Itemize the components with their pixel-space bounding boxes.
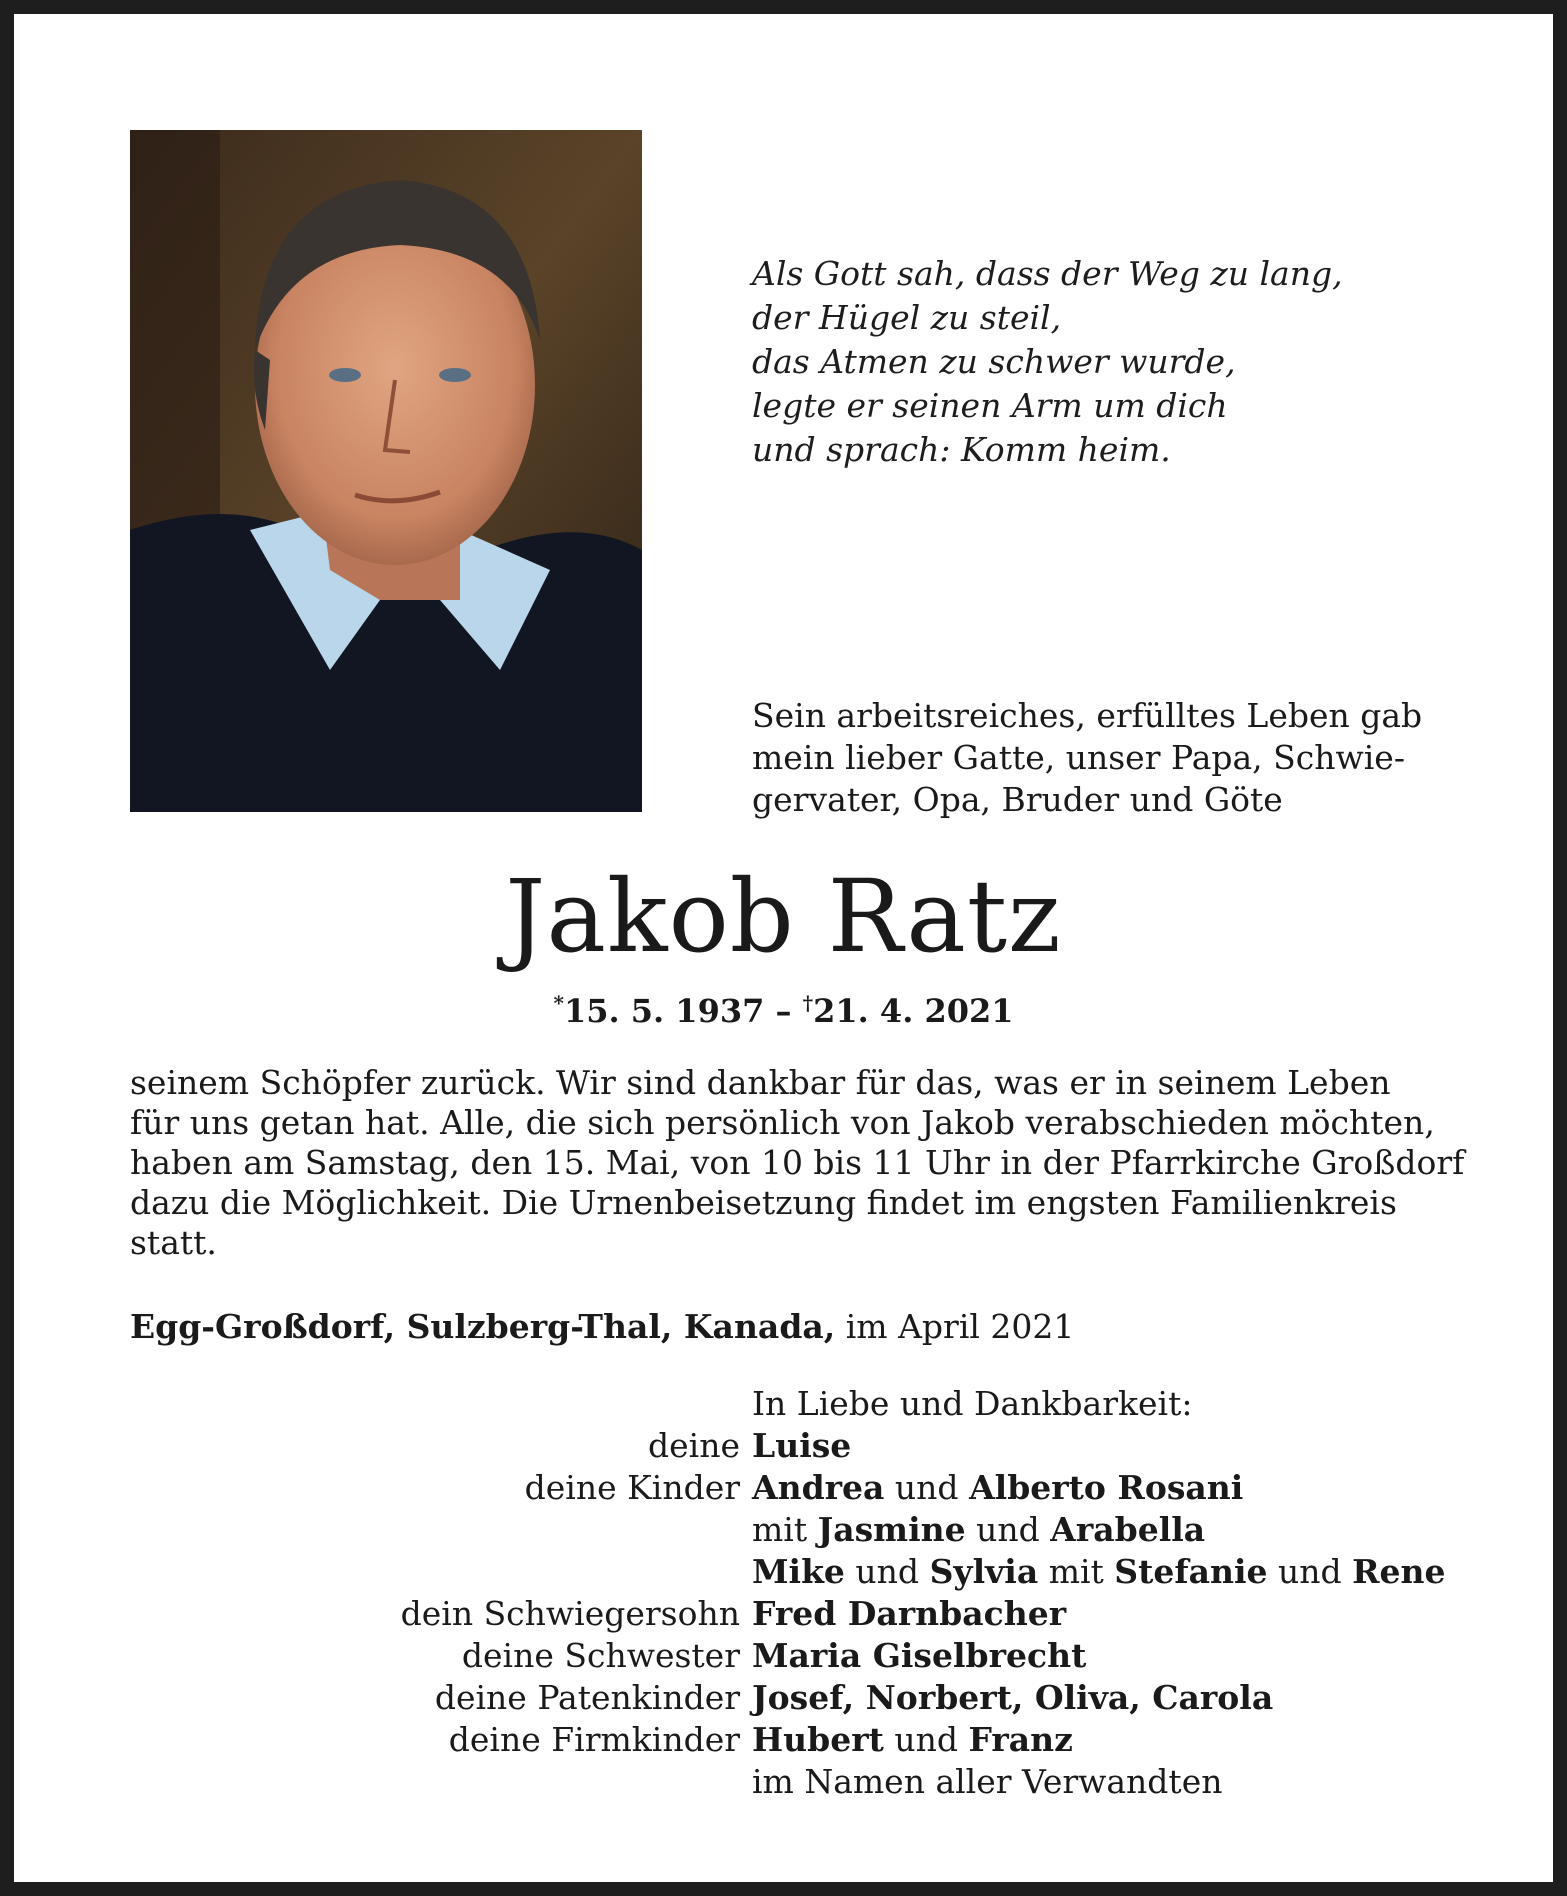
poem-line: legte er seinen Arm um dich bbox=[752, 386, 1228, 425]
mourner-label: deine Schwester bbox=[461, 1636, 740, 1675]
mourner-connector: und bbox=[844, 1552, 930, 1591]
mourner-row bbox=[130, 1593, 1470, 1635]
place-locations: Egg-Großdorf, Sulzberg-Thal, Kanada, bbox=[130, 1307, 836, 1346]
mourner-name: Stefanie bbox=[1114, 1552, 1268, 1591]
mourner-name: Andrea bbox=[752, 1468, 885, 1507]
mourner-label bbox=[130, 1761, 752, 1803]
place-date: im April 2021 bbox=[835, 1307, 1075, 1346]
intro-text bbox=[752, 695, 1472, 821]
mourner-name: Fred Darnbacher bbox=[752, 1594, 1067, 1633]
mourner-names bbox=[752, 1551, 1446, 1593]
mourner-names bbox=[752, 1509, 1205, 1551]
mourner-row bbox=[130, 1425, 1470, 1467]
mourner-connector: und bbox=[884, 1468, 970, 1507]
mourner-name: Josef, Norbert, Oliva, Carola bbox=[752, 1678, 1274, 1717]
deceased-name: Jakob Ratz bbox=[505, 858, 1062, 975]
mourner-name: Mike bbox=[752, 1552, 845, 1591]
death-symbol: † bbox=[802, 991, 814, 1015]
mourner-names bbox=[752, 1467, 1243, 1509]
mourner-row bbox=[130, 1635, 1470, 1677]
body-line: dazu die Möglichkeit. Die Urnenbeisetzung findet im engsten Familienkreis bbox=[130, 1183, 1397, 1222]
poem-line: der Hügel zu steil, bbox=[752, 298, 1062, 337]
mourner-name: Rene bbox=[1352, 1552, 1446, 1591]
mourner-connector: und bbox=[1267, 1552, 1353, 1591]
portrait-image bbox=[130, 130, 642, 812]
mourner-label: deine Firmkinder bbox=[448, 1720, 740, 1759]
mourner-row bbox=[130, 1677, 1470, 1719]
body-line: haben am Samstag, den 15. Mai, von 10 bis 11 Uhr in der Pfarrkirche Großdorf bbox=[130, 1143, 1465, 1182]
mourner-name: Jasmine bbox=[817, 1510, 966, 1549]
mourners-heading-row bbox=[130, 1383, 1470, 1425]
birth-date: 15. 5. 1937 bbox=[563, 992, 765, 1030]
portrait-photo bbox=[130, 130, 642, 812]
mourner-name: Luise bbox=[752, 1426, 852, 1465]
birth-symbol: * bbox=[553, 991, 564, 1015]
mourner-name: Franz bbox=[968, 1720, 1073, 1759]
poem-line: Als Gott sah, dass der Weg zu lang, bbox=[752, 254, 1343, 293]
intro-line: Sein arbeitsreiches, erfülltes Leben gab bbox=[752, 696, 1423, 735]
mourner-name: Sylvia bbox=[929, 1552, 1039, 1591]
mourner-connector: und bbox=[965, 1510, 1051, 1549]
mourner-name: Maria Giselbrecht bbox=[752, 1636, 1087, 1675]
mourner-row bbox=[130, 1509, 1470, 1551]
life-dates bbox=[0, 983, 1567, 1031]
intro-line: mein lieber Gatte, unser Papa, Schwie- bbox=[752, 738, 1405, 777]
body-line: seinem Schöpfer zurück. Wir sind dankbar für das, was er in seinem Leben bbox=[130, 1063, 1391, 1102]
mourner-row bbox=[130, 1467, 1470, 1509]
body-line: statt. bbox=[130, 1223, 217, 1262]
mourner-label bbox=[130, 1509, 752, 1551]
mourner-row bbox=[130, 1719, 1470, 1761]
mourner-name: Arabella bbox=[1050, 1510, 1206, 1549]
mourner-label: deine Patenkinder bbox=[434, 1678, 740, 1717]
mourner-label bbox=[130, 1551, 752, 1593]
place-date-line bbox=[130, 1307, 1470, 1347]
body-text bbox=[130, 1063, 1470, 1263]
mourner-row bbox=[130, 1551, 1470, 1593]
mourner-names bbox=[752, 1719, 1073, 1761]
mourner-connector: und bbox=[883, 1720, 969, 1759]
mourner-names bbox=[752, 1425, 851, 1467]
mourner-label bbox=[130, 1383, 752, 1425]
mourners-list bbox=[130, 1383, 1470, 1803]
poem bbox=[752, 252, 1472, 472]
death-date: 21. 4. 2021 bbox=[813, 992, 1014, 1030]
mourner-label: deine bbox=[648, 1426, 740, 1465]
mourner-name: Alberto Rosani bbox=[969, 1468, 1244, 1507]
mourner-label: deine Kinder bbox=[524, 1468, 740, 1507]
mourner-names bbox=[752, 1677, 1273, 1719]
mourner-connector: im Namen aller Verwandten bbox=[752, 1762, 1223, 1801]
mourner-row bbox=[130, 1761, 1470, 1803]
poem-line: das Atmen zu schwer wurde, bbox=[752, 342, 1236, 381]
intro-line: gervater, Opa, Bruder und Göte bbox=[752, 780, 1283, 819]
poem-line: und sprach: Komm heim. bbox=[752, 430, 1171, 469]
mourners-heading: In Liebe und Dankbarkeit: bbox=[752, 1384, 1193, 1423]
mourner-connector: mit bbox=[752, 1510, 818, 1549]
mourner-label: dein Schwiegersohn bbox=[400, 1594, 740, 1633]
body-line: für uns getan hat. Alle, die sich persönlich von Jakob verabschieden möchten, bbox=[130, 1103, 1435, 1142]
date-dash: – bbox=[764, 992, 803, 1030]
mourner-name: Hubert bbox=[752, 1720, 884, 1759]
mourner-names bbox=[752, 1635, 1086, 1677]
mourner-names bbox=[752, 1761, 1222, 1803]
mourner-names bbox=[752, 1593, 1066, 1635]
mourner-connector: mit bbox=[1038, 1552, 1115, 1591]
